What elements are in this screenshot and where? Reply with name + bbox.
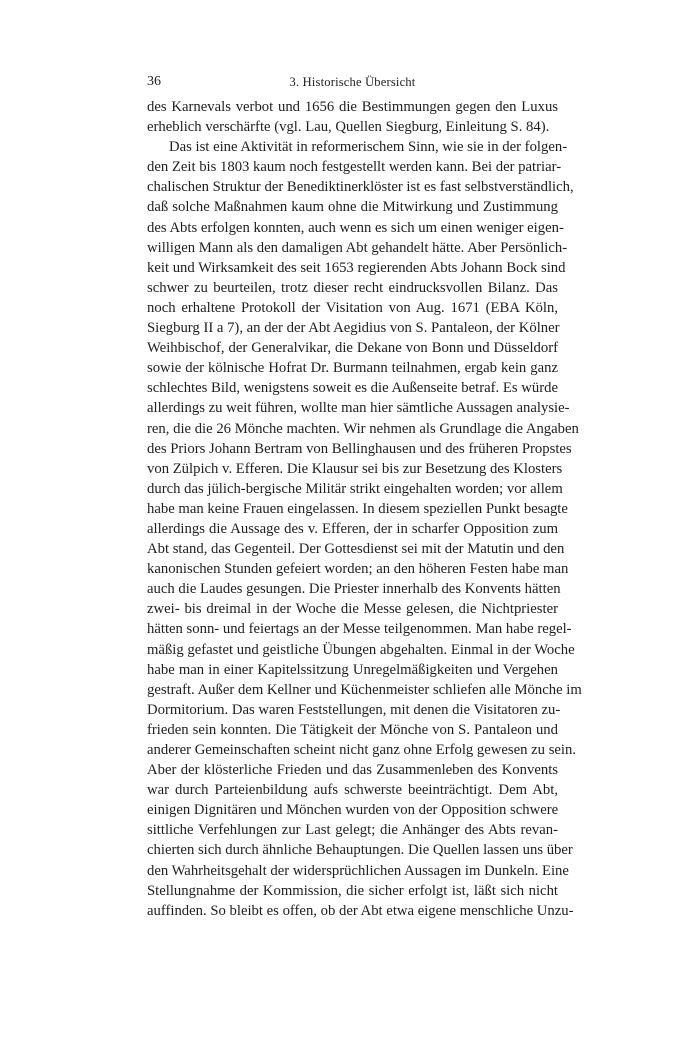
text-line: allerdings die Aussage des v. Efferen, der in scharfer Opposition zum <box>147 520 558 537</box>
text-line: durch das jülich-bergische Militär strikt eingehalten worden; vor allem <box>147 480 563 497</box>
body-text <box>147 97 582 921</box>
page-number: 36 <box>147 74 161 89</box>
text-line: war durch Parteienbildung aufs schwerste beeinträchtigt. Dem Abt, <box>147 782 558 799</box>
text-line: des Karnevals verbot und 1656 die Bestimmungen gegen den Luxus <box>147 99 558 115</box>
text-line: schwer zu beurteilen, trotz dieser recht eindrucksvollen Bilanz. Das <box>147 279 558 296</box>
text-line: den Wahrheitsgehalt der widersprüchlichen Aussagen im Dunkeln. Eine <box>147 862 569 879</box>
text-line: einigen Dignitären und Mönchen wurden von der Opposition schwere <box>147 802 559 819</box>
text-line: sittliche Verfehlungen zur Last gelegt; die Anhänger des Abts revan- <box>147 822 558 839</box>
text-line: keit und Wirksamkeit des seit 1653 regierenden Abts Johann Bock sind <box>147 259 566 276</box>
text-line: schlechtes Bild, wenigstens soweit es die Außenseite betraf. Es würde <box>147 380 558 397</box>
text-line: des Abts erfolgen konnten, auch wenn es sich um einen weniger eigen- <box>147 219 564 236</box>
text-line: noch erhaltene Protokoll der Visitation von Aug. 1671 (EBA Köln, <box>147 299 558 316</box>
text-line: Das ist eine Aktivität in reformerischem Sinn, wie sie in der folgen- <box>169 139 568 156</box>
text-line: chierten sich durch ähnliche Behauptungen. Die Quellen lassen uns über <box>147 842 573 859</box>
text-line: Weihbischof, der Generalvikar, die Dekane von Bonn und Düsseldorf <box>147 340 558 357</box>
text-line: frieden sein konnten. Die Tätigkeit der Mönche von S. Pantaleon und <box>147 721 558 738</box>
text-line: auch die Laudes gesungen. Die Priester innerhalb des Konvents hätten <box>147 581 561 598</box>
text-line: des Priors Johann Bertram von Bellinghausen und des früheren Propstes <box>147 440 572 457</box>
text-line: Stellungnahme der Kommission, die sicher erfolgt ist, läßt sich nicht <box>147 882 558 899</box>
text-line: anderer Gemeinschaften scheint nicht ganz ohne Erfolg gewesen zu sein. <box>147 742 577 758</box>
text-line: Dormitorium. Das waren Feststellungen, mit denen die Visitatoren zu- <box>147 701 561 718</box>
text-line: kanonischen Stunden gefeiert worden; an den höheren Festen habe man <box>147 561 569 578</box>
text-line: sowie der kölnische Hofrat Dr. Burmann teilnahmen, ergab kein ganz <box>147 360 558 377</box>
text-line: gestraft. Außer dem Kellner und Küchenmeister schliefen alle Mönche im <box>147 681 582 698</box>
text-line: chalischen Struktur der Benediktinerklöster ist es fast selbstverständlich, <box>147 179 574 196</box>
text-line: zwei- bis dreimal in der Woche die Messe gelesen, die Nichtpriester <box>147 601 558 618</box>
running-title: 3. Historische Übersicht <box>289 75 416 89</box>
text-line: den Zeit bis 1803 kaum noch festgestellt werden kann. Bei der patriar- <box>147 159 562 176</box>
text-line: Aber der klösterliche Frieden und das Zusammenleben des Konvents <box>147 762 558 779</box>
text-line: allerdings zu weit führen, wollte man hier sämtliche Aussagen analysie- <box>147 400 570 417</box>
text-line: erheblich verschärfte (vgl. Lau, Quellen Siegburg, Einleitung S. 84). <box>147 119 550 136</box>
text-line: habe man keine Frauen eingelassen. In diesem speziellen Punkt besagte <box>147 500 568 517</box>
text-line: habe man in einer Kapitelssitzung Unregelmäßigkeiten und Vergehen <box>147 661 558 678</box>
running-head <box>147 74 558 94</box>
text-line: willigen Mann als den damaligen Abt gehandelt hätte. Aber Persönlich- <box>147 239 568 256</box>
text-line: daß solche Maßnahmen kaum ohne die Mitwirkung und Zustimmung <box>147 199 558 216</box>
text-line: auffinden. So bleibt es offen, ob der Abt etwa eigene menschliche Unzu- <box>147 902 574 919</box>
text-line: von Zülpich v. Efferen. Die Klausur sei bis zur Besetzung des Klosters <box>147 460 563 477</box>
text-line: hätten sonn- und feiertags an der Messe teilgenommen. Man habe regel- <box>147 621 572 638</box>
text-line: Abt stand, das Gegenteil. Der Gottesdienst sei mit der Matutin und den <box>147 541 565 558</box>
text-line: ren, die die 26 Mönche machten. Wir nehmen als Grundlage die Angaben <box>147 420 579 437</box>
text-line: Siegburg II a 7), an der der Abt Aegidius von S. Pantaleon, der Kölner <box>147 320 560 337</box>
text-line: mäßig gefastet und geistliche Übungen abgehalten. Einmal in der Woche <box>147 641 575 658</box>
